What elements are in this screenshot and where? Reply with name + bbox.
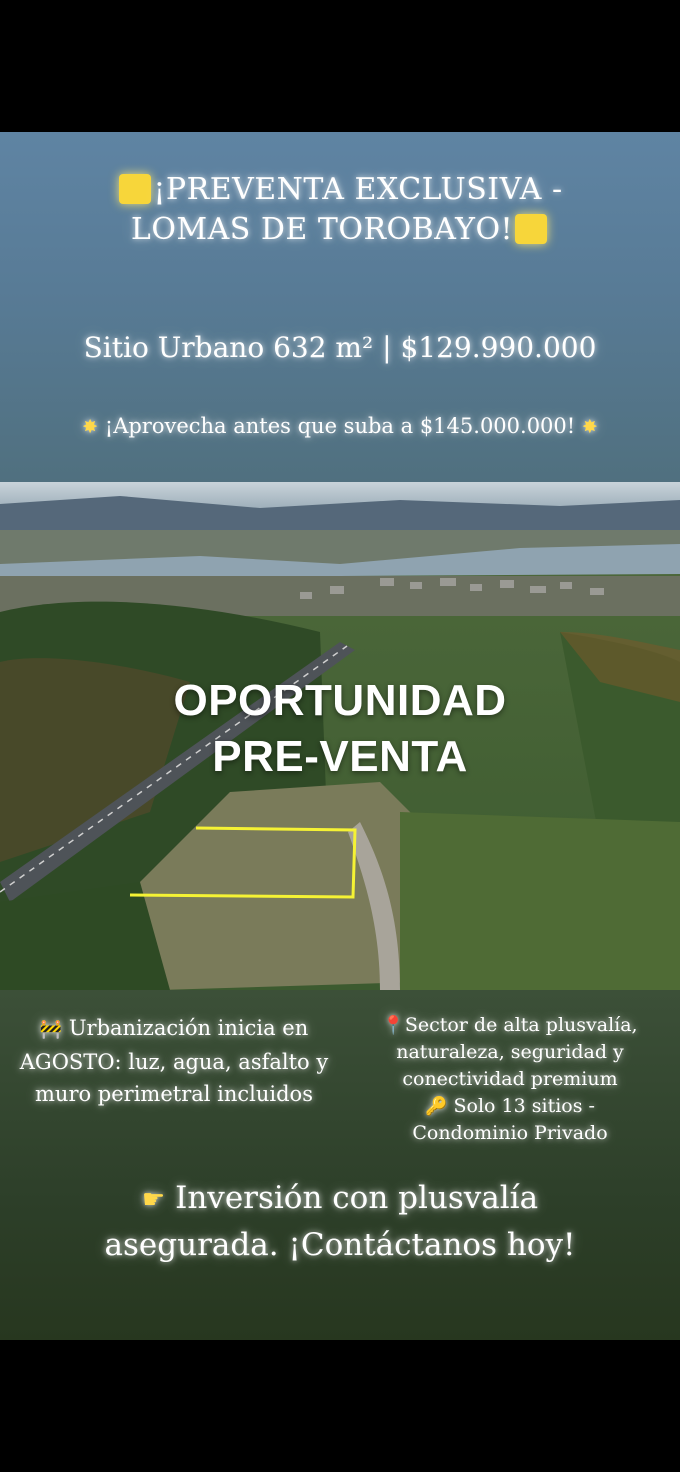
star-icon: ✸ <box>82 416 99 438</box>
key-icon: 🔑 <box>425 1096 448 1117</box>
urbanization-text: Urbanización inicia en AGOSTO: luz, agua, asfalto y muro perimetral incluidos <box>19 1016 329 1106</box>
top-black-bar <box>0 0 680 132</box>
cta-text: Inversión con plusvalía asegurada. ¡Contáctanos hoy! <box>104 1180 576 1263</box>
urbanization-info <box>14 1012 334 1110</box>
pointing-hand-icon: ☛ <box>141 1185 166 1215</box>
sites-text: Solo 13 sitios - Condominio Privado <box>412 1095 608 1144</box>
call-to-action <box>80 1176 600 1268</box>
promo-line <box>60 412 620 442</box>
bottom-black-bar <box>0 1340 680 1472</box>
price-line: Sitio Urbano 632 m² | $129.990.000 <box>83 331 597 364</box>
sector-info <box>370 1012 650 1147</box>
aerial-photo <box>0 482 680 990</box>
yellow-square-icon <box>119 174 151 204</box>
headline <box>60 170 620 250</box>
info-footer <box>0 990 680 1340</box>
promo-text: ¡Aprovecha antes que suba a $145.000.000! <box>104 414 576 438</box>
overlay-preventa: PRE-VENTA <box>212 732 468 781</box>
hillside <box>400 812 680 990</box>
headline-text: ¡PREVENTA EXCLUSIVA - LOMAS DE TOROBAYO! <box>130 172 563 247</box>
yellow-square-icon <box>515 214 547 244</box>
construction-icon: 🚧 <box>39 1019 63 1040</box>
star-icon: ✸ <box>581 416 598 438</box>
sector-text: Sector de alta plusvalía, naturaleza, seguridad y conectividad premium <box>396 1014 638 1090</box>
promo-header <box>0 132 680 482</box>
pin-icon: 📍 <box>382 1015 405 1036</box>
overlay-opportunity: OPORTUNIDAD <box>173 676 507 725</box>
